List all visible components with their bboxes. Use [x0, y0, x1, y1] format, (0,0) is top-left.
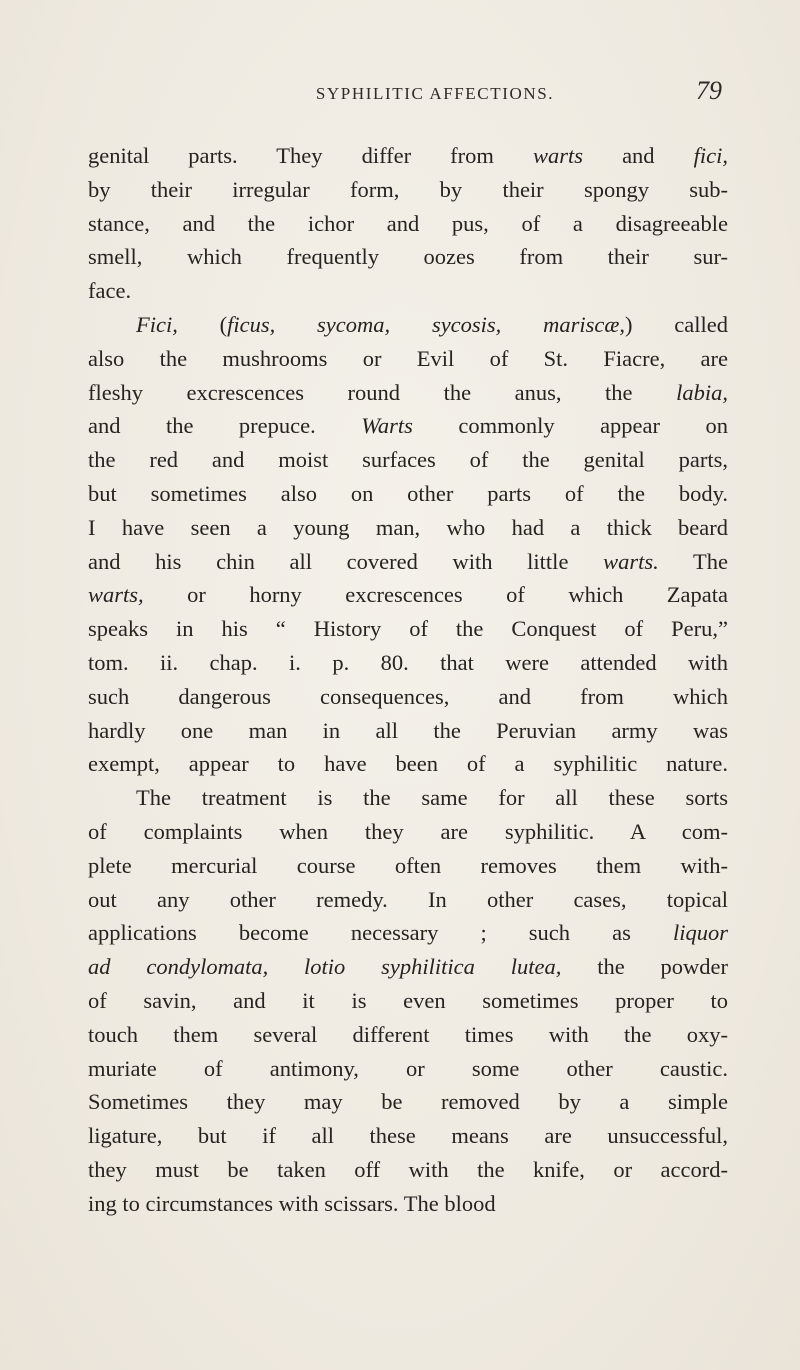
italic-segment: fici,: [693, 143, 728, 168]
text-segment: such dangerous consequences, and from which: [88, 683, 728, 709]
text-line: [88, 308, 728, 342]
text-segment: ligature, but if all these means are unsuccessful,: [88, 1123, 728, 1149]
running-title: SYPHILITIC AFFECTIONS.: [315, 84, 555, 103]
text-line: [88, 1052, 728, 1086]
text-line: [88, 883, 728, 917]
text-segment: (: [177, 311, 228, 337]
page-number: 79: [696, 76, 722, 105]
text-segment: of savin, and it is even sometimes proper to: [88, 987, 728, 1013]
text-line: [88, 274, 728, 308]
text-line: [88, 1153, 728, 1187]
text-segment: applications become necessary ; such as: [88, 920, 673, 946]
text-line: [88, 342, 728, 376]
italic-segment: warts,: [88, 582, 144, 608]
text-line: [88, 984, 728, 1018]
text-segment: they must be taken off with the knife, or accord-: [88, 1156, 728, 1182]
text-segment: by their irregular form, by their spongy sub-: [88, 176, 728, 202]
text-line: [88, 511, 728, 545]
text-line: [88, 747, 728, 781]
text-segment: touch them several different times with the oxy-: [88, 1021, 728, 1047]
text-segment: also the mushrooms or Evil of St. Fiacre, are: [88, 345, 728, 371]
text-segment: commonly appear on: [412, 413, 728, 439]
text-segment: I have seen a young man, who had a thick beard: [88, 514, 728, 540]
text-line: [88, 680, 728, 714]
text-segment: tom. ii. chap. i. p. 80. that were attended with: [88, 649, 728, 675]
text-line: [88, 646, 728, 680]
text-line: [88, 781, 728, 815]
text-segment: and the prepuce.: [88, 413, 362, 439]
text-segment: plete mercurial course often removes them with-: [88, 852, 728, 878]
text-segment: out any other remedy. In other cases, topical: [88, 886, 728, 912]
text-segment: ing to circumstances with scissars. The blood: [88, 1190, 496, 1216]
text-line: [88, 1187, 728, 1221]
text-segment: smell, which frequently oozes from their sur-: [88, 244, 728, 270]
text-line: [88, 443, 728, 477]
text-segment: hardly one man in all the Peruvian army was: [88, 717, 728, 743]
italic-segment: warts: [532, 143, 584, 168]
italic-segment: Fici,: [136, 311, 178, 337]
text-segment: muriate of antimony, or some other caustic.: [88, 1055, 728, 1081]
text-line: [88, 916, 728, 950]
text-line: [88, 612, 728, 646]
text-segment: Sometimes they may be removed by a simple: [88, 1089, 728, 1115]
italic-segment: labia,: [676, 379, 728, 405]
text-line: [88, 1119, 728, 1153]
text-line: [88, 714, 728, 748]
italic-segment: Warts: [361, 413, 413, 439]
text-segment: The: [658, 548, 728, 574]
text-line: [88, 1018, 728, 1052]
text-segment: but sometimes also on other parts of the body.: [88, 480, 728, 506]
text-segment: the red and moist surfaces of the genital parts,: [88, 447, 728, 473]
text-line: [88, 173, 728, 207]
body-text: [88, 139, 728, 1221]
text-segment: ) called: [624, 311, 728, 337]
text-line: [88, 477, 728, 511]
text-segment: of complaints when they are syphilitic. A com-: [88, 818, 728, 844]
text-segment: exempt, appear to have been of a syphilitic nature.: [88, 751, 728, 777]
text-segment: and: [583, 143, 694, 168]
text-line: [88, 139, 728, 173]
text-line: [88, 578, 728, 612]
text-segment: speaks in his “ History of the Conquest of Peru,”: [88, 616, 728, 642]
text-line: [88, 207, 728, 241]
italic-segment: ficus, sycoma, sycosis, mariscæ,: [227, 311, 625, 337]
text-segment: genital parts. They differ from: [88, 143, 533, 168]
text-line: [88, 240, 728, 274]
text-line: [88, 849, 728, 883]
text-line: [88, 376, 728, 410]
italic-segment: warts.: [603, 548, 659, 574]
text-line: [88, 409, 728, 443]
italic-segment: liquor: [672, 920, 728, 946]
text-segment: face.: [88, 278, 132, 304]
text-line: [88, 545, 728, 579]
text-segment: or horny excrescences of which Zapata: [143, 582, 728, 608]
text-segment: The treatment is the same for all these sorts: [136, 785, 728, 811]
text-line: [88, 950, 728, 984]
text-segment: stance, and the ichor and pus, of a disagreeable: [88, 210, 728, 236]
text-segment: the powder: [561, 954, 729, 980]
italic-segment: ad condylomata, lotio syphilitica lutea,: [88, 954, 562, 980]
text-line: [88, 815, 728, 849]
text-line: [88, 1085, 728, 1119]
text-segment: and his chin all covered with little: [88, 548, 604, 574]
text-segment: fleshy excrescences round the anus, the: [88, 379, 677, 405]
